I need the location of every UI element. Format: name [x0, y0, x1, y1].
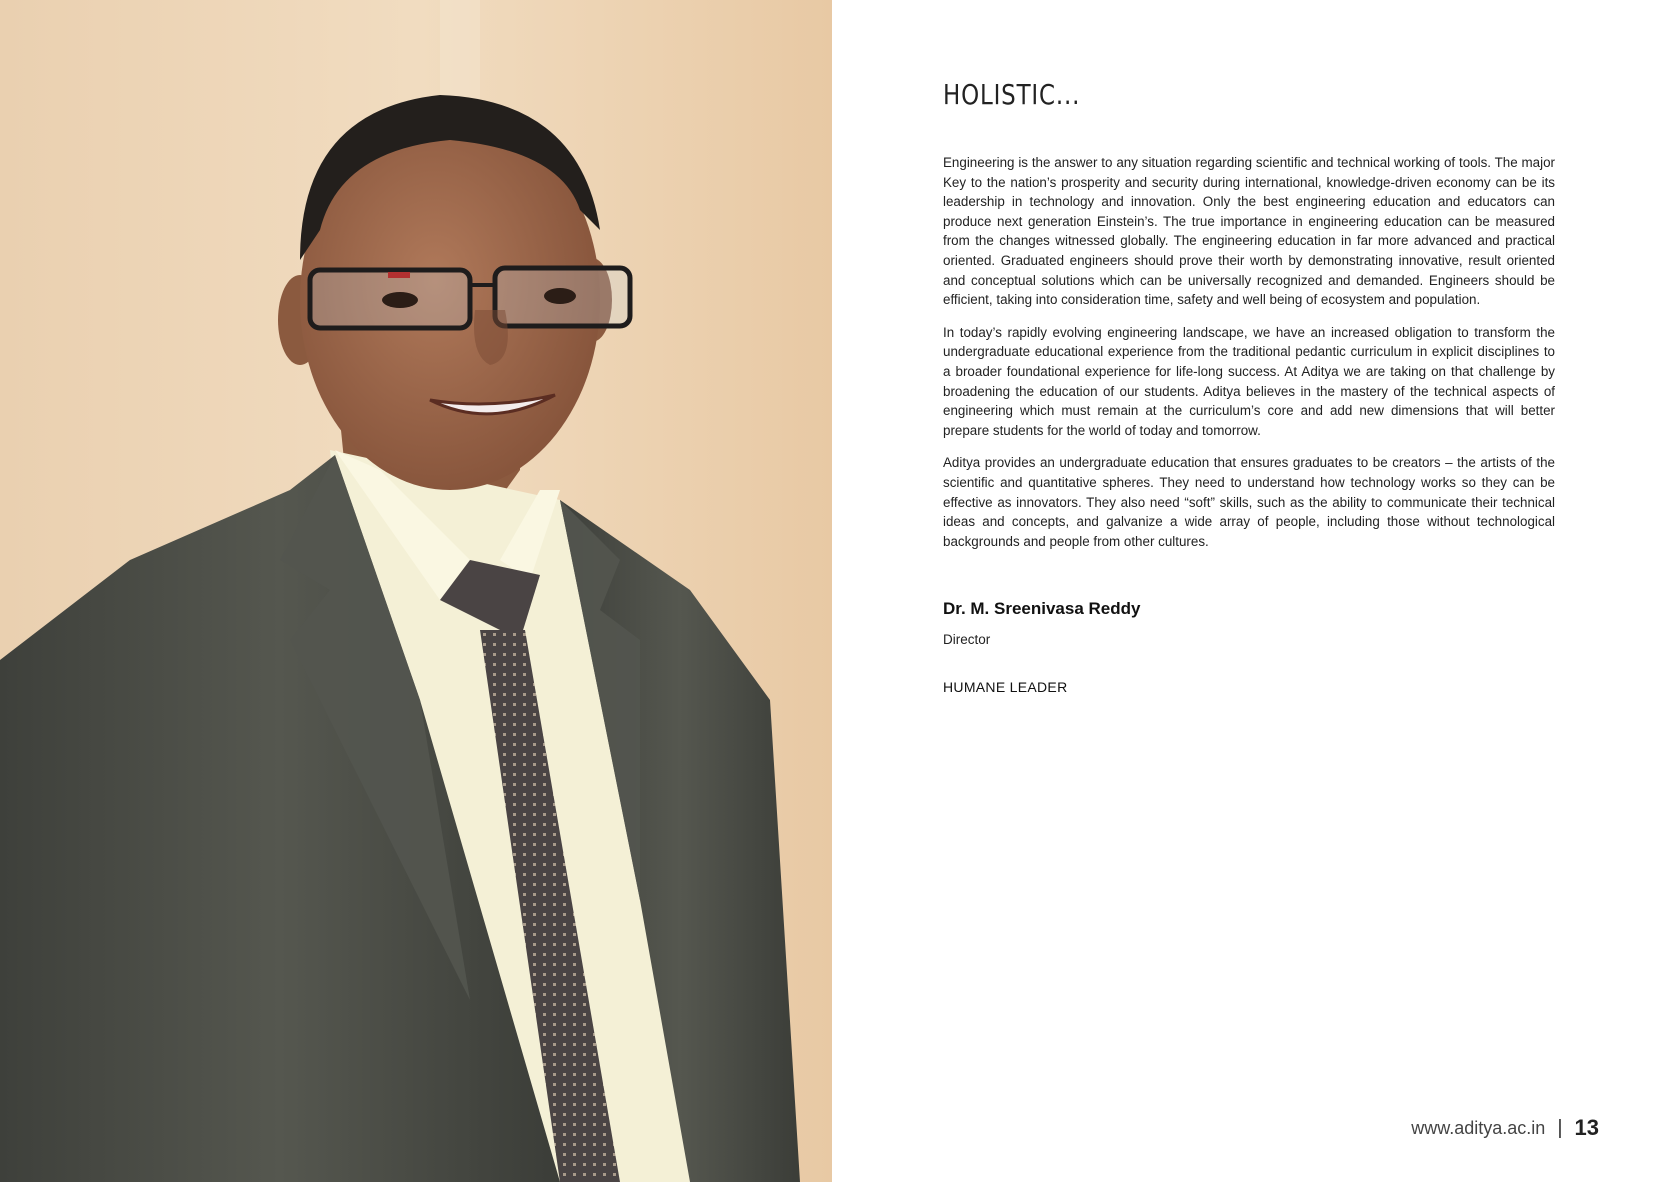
paragraph-evolving-landscape: In today’s rapidly evolving engineering landscape, we have an increased obligation to transform the undergraduate educational experience from the traditional pedantic curriculum in explicit disciplines to a broader foundational experience for life-long success. At Aditya we are taking on that challenge by broadening the education of our students. Aditya believes in the mastery of the technical aspects of engineering which must remain at the curriculum’s core and add new dimensions that will better prepare students for the world of today and tomorrow. — [943, 324, 1555, 438]
paragraph-undergraduate-education: Aditya provides an undergraduate education that ensures graduates to be creators – the artists of the scientific and quantitative spheres. They need to understand how technology works so they can be effective as innovators. They also need “soft” skills, such as the ability to communicate their technical ideas and concepts, and galvanize a wide array of people, including those without technological backgrounds and people from other cultures. — [943, 455, 1555, 549]
signature-name: Dr. M. Sreenivasa Reddy — [943, 599, 1141, 619]
signature-tagline: HUMANE LEADER — [943, 679, 1068, 696]
page-heading: HOLISTIC... — [943, 78, 1081, 111]
signature-role: Director — [943, 632, 991, 648]
article-text-column — [943, 78, 1555, 695]
paragraph-engineering-answer: Engineering is the answer to any situation regarding scientific and technical working of tools. The major Key to the nation’s prosperity and security during international, knowledge-driven economy can be its leadership in technology and innovation. Only the best engineering education and educators can produce next generation Einstein’s. The true importance in engineering education can be measured from the changes witnessed globally. The engineering education in far more advanced and practical oriented. Graduated engineers should prove their worth by demonstrating innovative, result oriented and conceptual solutions which can be universally recognized and demanded. Engineers should be efficient, taking into consideration time, safety and well being of ecosystem and population. — [943, 155, 1555, 308]
footer-website-link[interactable]: www.aditya.ac.in — [1411, 1117, 1546, 1138]
page-footer — [1411, 1115, 1599, 1141]
page-number: 13 — [1574, 1115, 1599, 1140]
footer-separator: | — [1557, 1116, 1563, 1139]
